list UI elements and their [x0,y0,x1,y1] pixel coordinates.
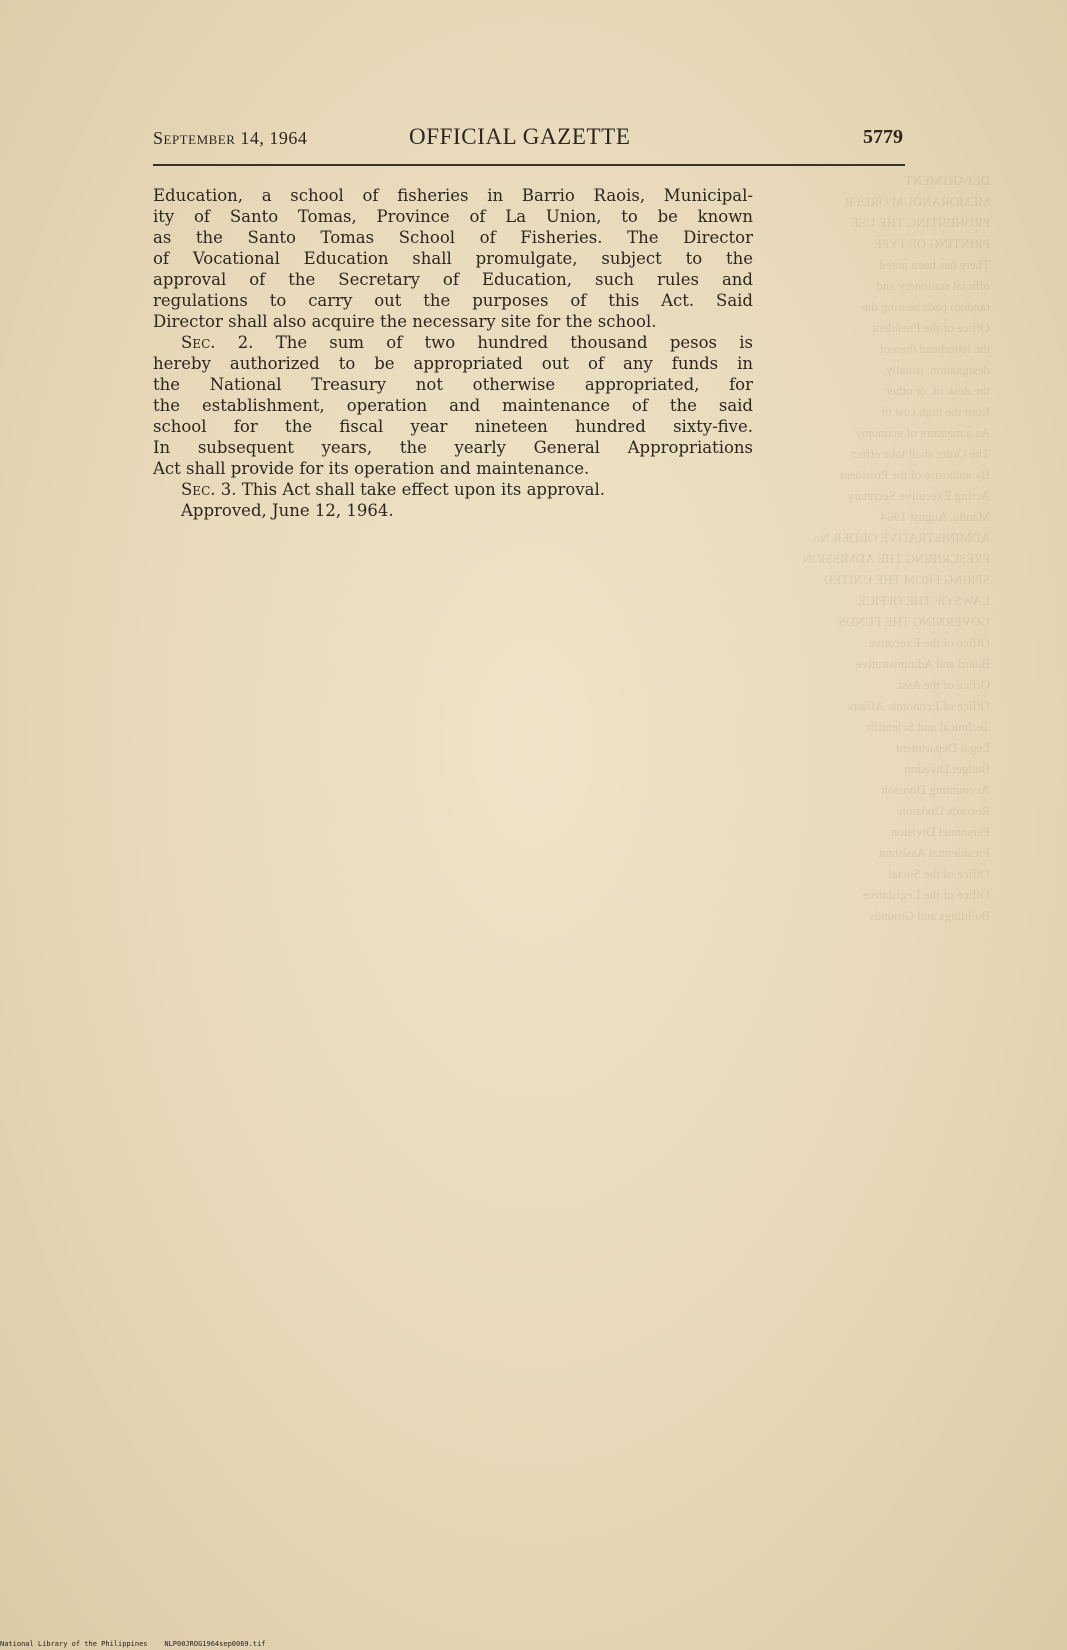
page-number: 5779 [863,126,903,148]
section-2-text: The sum of two hundred thousand pesos is [275,333,753,352]
bleed-line: LAWS OF THE OFFICE [858,593,990,608]
bleed-line: SPRING FROM THE UNITED [823,572,990,587]
bleed-line: MEMORANDUM ORDER [844,194,990,209]
act-text [153,185,753,521]
bleed-line: designation, usually [886,362,990,377]
bleed-line: the letterhead thereof [879,341,990,356]
bleed-line: Records Division [899,803,990,818]
bleed-line: There has been noted [879,257,990,272]
bleed-line: Legal Department [895,740,990,755]
bleed-line: Acting Executive Secretary [847,488,990,503]
section-3-text: This Act shall take effect upon its approval. [241,480,606,499]
bleed-line: Office of the Asst. [894,677,990,692]
text-line: Act shall provide for its operation and maintenance. [153,459,590,478]
text-line: approval of the Secretary of Education, such rules and [153,270,753,289]
bleed-line: Office of the President [872,320,990,335]
text-line: In subsequent years, the yearly General Appropriations [153,438,753,457]
page-header [153,124,905,154]
text-line: Director shall also acquire the necessary site for the school. [153,312,657,331]
text-line: the establishment, operation and maintenance of the said [153,396,753,415]
section-3-line [153,479,753,500]
text-line: school for the fiscal year nineteen hundred sixty-five. [153,417,753,436]
bleed-line: Budget Division [904,761,990,776]
bleed-line: As a measure of economy [854,425,990,440]
text-line: as the Santo Tomas School of Fisheries. The Director [153,228,753,247]
bleed-line: The Order shall take effect [850,446,990,461]
bleed-line: from the high cost of [880,404,990,419]
bleed-line: PRESCRIBING THE ADMISSION [802,551,990,566]
bleed-line: PROHIBITING THE USE [850,215,990,230]
scan-footer: National Library of the Philippines NLP00JROG1964sep0069.tif [0,1640,266,1648]
bleed-line: Technical and Scientific [864,719,990,734]
bleed-line: Accounting Division [881,782,990,797]
bleed-line: Manila, August 1964 [880,509,990,524]
bleed-line: PRINTING OF TYPE [873,236,990,251]
bleed-line: official stationery and [876,278,990,293]
bleed-line: Buildings and Grounds [869,908,990,923]
bleed-line: Presidential Assistant [878,845,990,860]
bleed-line: the desk of, or other [885,383,990,398]
bleed-line: DEPARTMENT [904,173,990,188]
bleed-line: Personnel Division [890,824,990,839]
text-line: Education, a school of fisheries in Barrio Raois, Municipal- [153,186,753,205]
bleed-line: GOVERNING THE FUNDS [838,614,990,629]
bleed-line: By authority of the President [839,467,990,482]
bleed-line: Office of the Social [888,866,990,881]
section-2-label: Sec. 2. [181,333,254,352]
approval-line: Approved, June 12, 1964. [181,501,394,520]
text-line: ity of Santo Tomas, Province of La Union, to be known [153,207,753,226]
text-line: hereby authorized to be appropriated out of any funds in [153,354,753,373]
bleed-line: Office of the Legislative [862,887,990,902]
bleed-line: random pads bearing the [861,299,990,314]
publication-title: OFFICIAL GAZETTE [409,124,631,149]
header-rule [153,164,905,166]
bleed-line: ADMINISTRATIVE ORDER No. [810,530,990,545]
section-3-label: Sec. 3. [181,480,237,499]
text-line: the National Treasury not otherwise appropriated, for [153,375,753,394]
header-date: September 14, 1964 [153,128,308,148]
bleed-line: Office of the Executive [868,635,990,650]
bleed-line: Board and Administrative [855,656,990,671]
text-line: of Vocational Education shall promulgate, subject to the [153,249,753,268]
text-line: regulations to carry out the purposes of this Act. Said [153,291,753,310]
bleed-line: Office of Economic Affairs [847,698,990,713]
section-2-line [153,332,753,353]
